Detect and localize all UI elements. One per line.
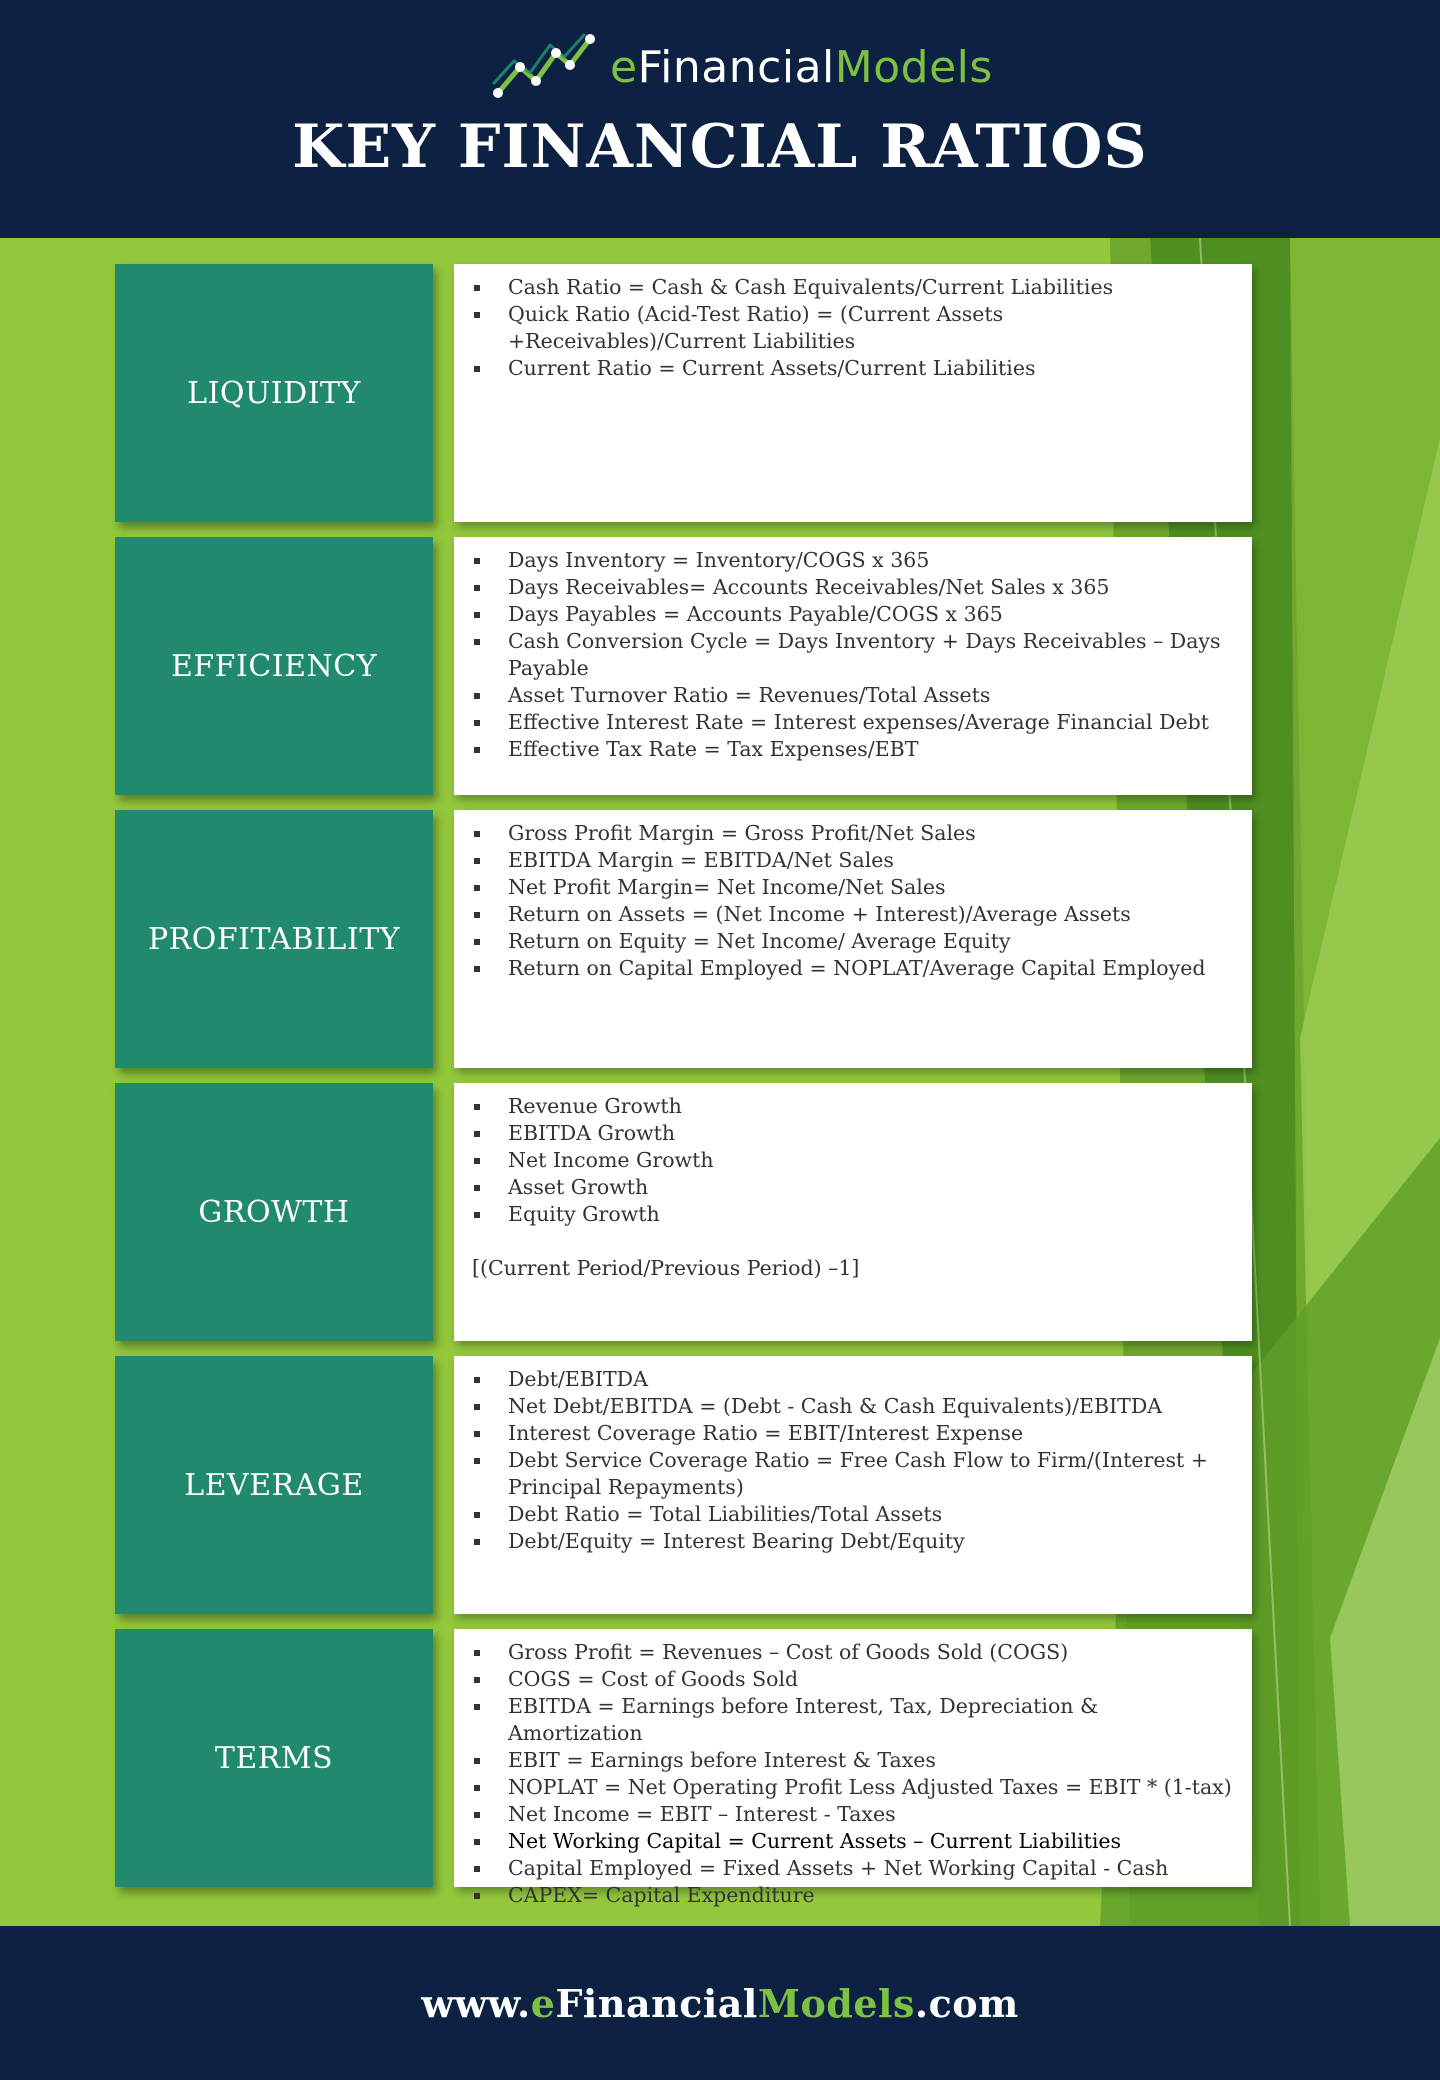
section-content	[454, 264, 1252, 522]
section-terms	[115, 1629, 1252, 1907]
list-item: Quick Ratio (Acid-Test Ratio) = (Current Assets +Receivables)/Current Liabilities	[472, 301, 1232, 355]
url-part2: Financial	[555, 1980, 758, 2026]
list-item: Days Payables = Accounts Payable/COGS x 365	[472, 601, 1232, 628]
list-item: EBITDA Growth	[472, 1120, 1232, 1147]
footer	[0, 1926, 1440, 2080]
list-item: Net Income Growth	[472, 1147, 1232, 1174]
list-item: COGS = Cost of Goods Sold	[472, 1666, 1232, 1693]
section-content	[454, 537, 1252, 795]
list-item: Capital Employed = Fixed Assets + Net Working Capital - Cash	[472, 1855, 1232, 1882]
list-item: Interest Coverage Ratio = EBIT/Interest Expense	[472, 1420, 1232, 1447]
list-item: Current Ratio = Current Assets/Current Liabilities	[472, 355, 1232, 382]
list-item: Net Working Capital = Current Assets – Current Liabilities	[472, 1828, 1232, 1855]
section-content	[454, 1629, 1252, 1907]
list-item: Net Income = EBIT – Interest - Taxes	[472, 1801, 1232, 1828]
section-label: LEVERAGE	[115, 1356, 433, 1614]
url-part3: Models	[757, 1980, 915, 2026]
brand-part1: Financial	[637, 41, 835, 93]
chart-line-icon	[490, 31, 600, 103]
list-item: Days Inventory = Inventory/COGS x 365	[472, 547, 1232, 574]
section-content	[454, 810, 1252, 1068]
url-prefix: www.	[421, 1980, 531, 2026]
url-part1: e	[530, 1980, 556, 2026]
list-item: EBIT = Earnings before Interest & Taxes	[472, 1747, 1232, 1774]
section-profitability	[115, 810, 1252, 1068]
list-item: Debt/EBITDA	[472, 1366, 1232, 1393]
brand-name	[610, 42, 993, 93]
list-item: Gross Profit Margin = Gross Profit/Net Sales	[472, 820, 1232, 847]
list-item: Cash Ratio = Cash & Cash Equivalents/Current Liabilities	[472, 274, 1232, 301]
brand-part2: Models	[834, 41, 993, 93]
list-item: Debt Service Coverage Ratio = Free Cash Flow to Firm/(Interest + Principal Repayments)	[472, 1447, 1232, 1501]
section-content	[454, 1356, 1252, 1614]
list-item: EBITDA Margin = EBITDA/Net Sales	[472, 847, 1232, 874]
list-item: CAPEX= Capital Expenditure	[472, 1882, 1232, 1909]
list-item: Equity Growth	[472, 1201, 1232, 1228]
url-suffix: .com	[914, 1980, 1019, 2026]
list-item: Gross Profit = Revenues – Cost of Goods Sold (COGS)	[472, 1639, 1232, 1666]
list-item: NOPLAT = Net Operating Profit Less Adjusted Taxes = EBIT * (1-tax)	[472, 1774, 1232, 1801]
list-item: Debt Ratio = Total Liabilities/Total Assets	[472, 1501, 1232, 1528]
list-item: Effective Tax Rate = Tax Expenses/EBT	[472, 736, 1232, 763]
growth-formula: [(Current Period/Previous Period) –1]	[472, 1256, 860, 1280]
header	[0, 0, 1440, 238]
section-label: LIQUIDITY	[115, 264, 433, 522]
list-item: Net Debt/EBITDA = (Debt - Cash & Cash Equivalents)/EBITDA	[472, 1393, 1232, 1420]
section-label: TERMS	[115, 1629, 433, 1887]
list-item: Asset Growth	[472, 1174, 1232, 1201]
page-title: KEY FINANCIAL RATIOS	[292, 112, 1148, 182]
brand-logo[interactable]	[490, 24, 993, 110]
list-item: Asset Turnover Ratio = Revenues/Total Assets	[472, 682, 1232, 709]
section-label: EFFICIENCY	[115, 537, 433, 795]
list-item: Cash Conversion Cycle = Days Inventory + Days Receivables – Days Payable	[472, 628, 1232, 682]
list-item: Return on Equity = Net Income/ Average Equity	[472, 928, 1232, 955]
section-leverage	[115, 1356, 1252, 1614]
list-item: Debt/Equity = Interest Bearing Debt/Equity	[472, 1528, 1232, 1555]
section-label: GROWTH	[115, 1083, 433, 1341]
list-item: Net Profit Margin= Net Income/Net Sales	[472, 874, 1232, 901]
list-item: Effective Interest Rate = Interest expenses/Average Financial Debt	[472, 709, 1232, 736]
list-item: Days Receivables= Accounts Receivables/Net Sales x 365	[472, 574, 1232, 601]
section-liquidity	[115, 264, 1252, 522]
list-item: Revenue Growth	[472, 1093, 1232, 1120]
section-label: PROFITABILITY	[115, 810, 433, 1068]
list-item: Return on Capital Employed = NOPLAT/Average Capital Employed	[472, 955, 1232, 982]
section-growth	[115, 1083, 1252, 1341]
list-item: EBITDA = Earnings before Interest, Tax, Depreciation & Amortization	[472, 1693, 1232, 1747]
footer-website-link[interactable]	[421, 1981, 1019, 2026]
section-content	[454, 1083, 1252, 1341]
list-item: Return on Assets = (Net Income + Interest)/Average Assets	[472, 901, 1232, 928]
brand-prefix: e	[610, 41, 638, 93]
section-efficiency	[115, 537, 1252, 795]
